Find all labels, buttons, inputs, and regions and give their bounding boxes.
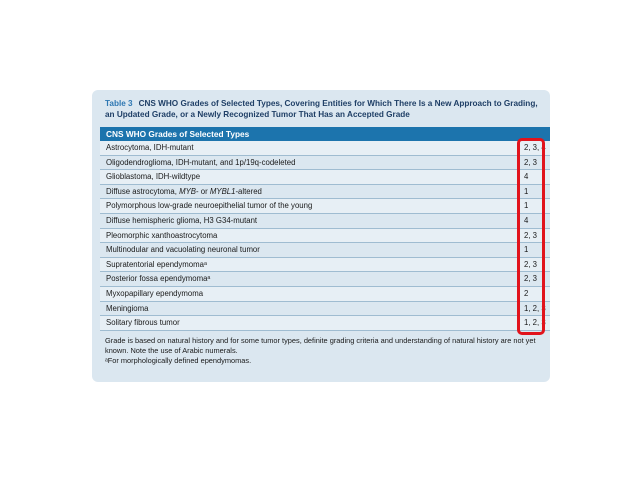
table-notes: [105, 336, 550, 366]
table-caption: [105, 98, 545, 120]
tumor-type-cell: Posterior fossa ependymomaᵃ: [106, 274, 211, 284]
note-footnote: ᵃFor morphologically defined ependymomas.: [105, 356, 252, 365]
grade-cell: 2: [524, 288, 529, 298]
tumor-type-cell: Meningioma: [106, 303, 149, 313]
grade-cell: 1, 2, 3: [524, 303, 546, 313]
grade-cell: 2, 3, 4: [524, 143, 546, 152]
tumor-type-cell: Glioblastoma, IDH-wildtype: [106, 172, 201, 182]
grade-cell: 1: [524, 201, 529, 211]
grade-cell: 4: [524, 215, 529, 225]
tumor-type-cell: Astrocytoma, IDH-mutant: [106, 143, 194, 152]
table-row: [100, 272, 550, 287]
tumor-type-cell: Solitary fibrous tumor: [106, 318, 180, 328]
tumor-type-cell: Supratentorial ependymomaᵃ: [106, 259, 207, 269]
table-row: [100, 214, 550, 229]
table-row: [100, 243, 550, 258]
table-row: [100, 287, 550, 302]
tumor-type-cell: Diffuse hemispheric glioma, H3 G34-mutant: [106, 215, 258, 225]
tumor-type-cell: Oligodendroglioma, IDH-mutant, and 1p/19q-codeleted: [106, 157, 296, 167]
tumor-type-cell: Myxopapillary ependymoma: [106, 288, 204, 298]
tumor-type-cell: Multinodular and vacuolating neuronal tumor: [106, 245, 260, 255]
table-row: [100, 170, 550, 185]
tumor-type-cell: Pleomorphic xanthoastrocytoma: [106, 230, 218, 240]
table-header: [100, 127, 550, 141]
grade-cell: 2, 3: [524, 230, 538, 240]
grade-cell: 4: [524, 172, 529, 182]
table-title: CNS WHO Grades of Selected Types, Covering Entities for Which There Is a New Approach to Grading, an Updated Grade, or a Newly Recognized Tumor That Has an Accepted Grade: [105, 99, 538, 119]
grade-cell: 2, 3: [524, 259, 538, 269]
grade-cell: 1: [524, 245, 529, 255]
table-row: [100, 156, 550, 171]
table-row: [100, 258, 550, 273]
grade-highlight-box: [517, 138, 545, 335]
table-row: [100, 141, 550, 156]
grade-cell: 2, 3: [524, 274, 538, 284]
tumor-type-cell: Polymorphous low-grade neuroepithelial tumor of the young: [106, 201, 313, 211]
table-header-label: CNS WHO Grades of Selected Types: [106, 129, 250, 139]
grade-cell: 2, 3: [524, 157, 538, 167]
table-body: [100, 141, 550, 331]
table-row: [100, 229, 550, 244]
table-number: Table 3: [105, 99, 133, 108]
table-row: [100, 316, 550, 331]
table-row: [100, 185, 550, 200]
table-row: [100, 302, 550, 317]
table-row: [100, 199, 550, 214]
grade-cell: 1, 2, 3: [524, 318, 546, 328]
note-main: Grade is based on natural history and for some tumor types, definite grading criteria and understanding of natural history are not yet known. Note the use of Arabic numerals.: [105, 336, 536, 355]
grade-cell: 1: [524, 186, 529, 196]
tumor-type-cell: Diffuse astrocytoma, MYB- or MYBL1-altered: [106, 186, 262, 196]
